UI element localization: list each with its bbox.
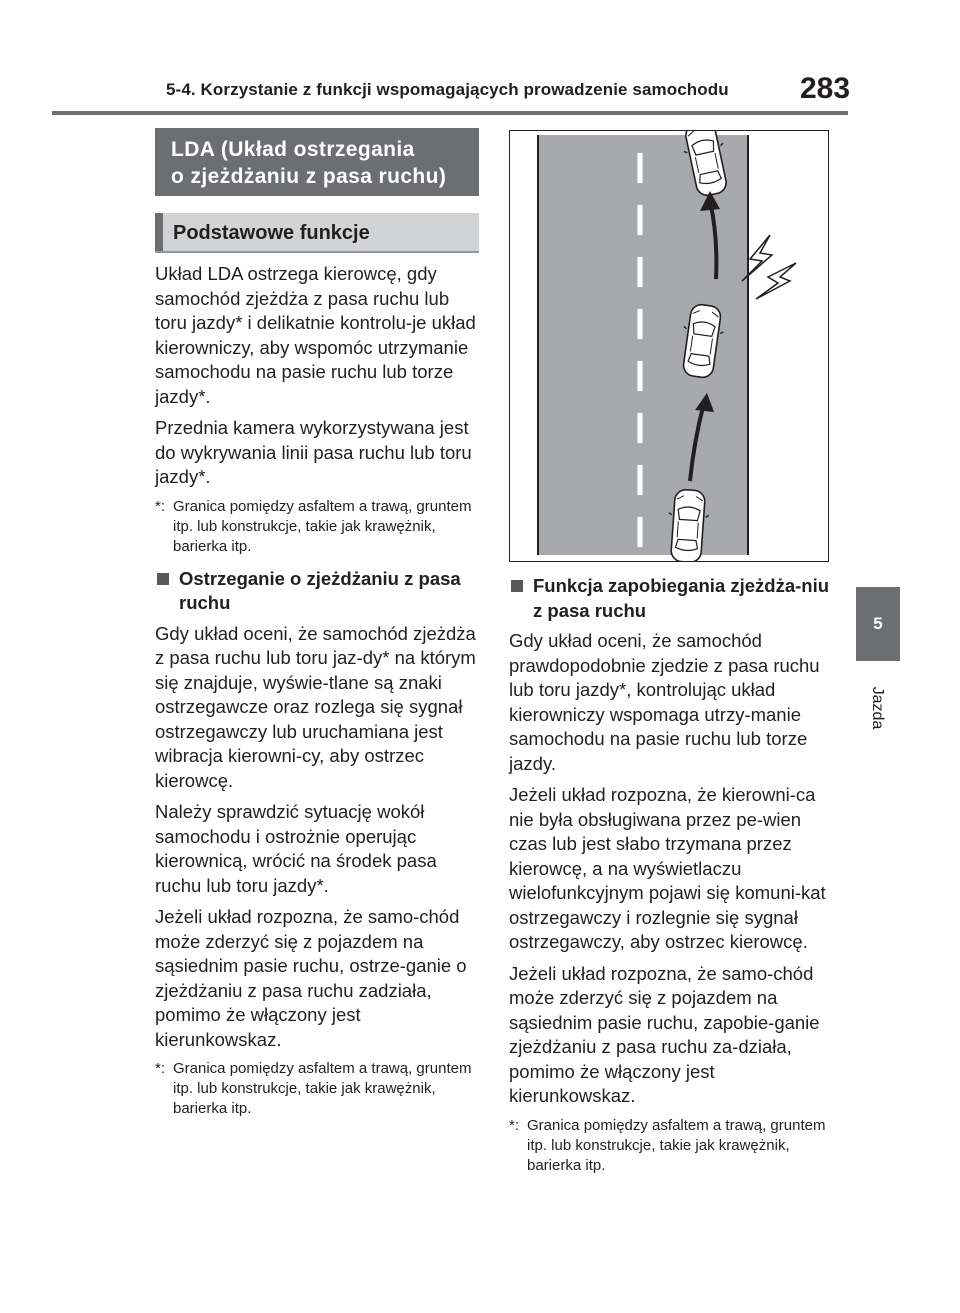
lane-departure-illustration: [509, 130, 829, 562]
footnote: [155, 1059, 481, 1119]
chapter-tab-number: [856, 587, 900, 661]
subsection-header: [155, 213, 479, 253]
heading-text: Ostrzeganie o zjeżdżaniu z pasa ruchu: [179, 567, 461, 613]
footnote-marker: *:: [155, 1060, 166, 1077]
footnote-text: Granica pomiędzy asfaltem a trawą, gruntem itp. lub konstrukcje, takie jak krawężnik, barierka itp.: [173, 1060, 472, 1117]
left-column: [155, 262, 481, 1129]
chapter-tab-label: [862, 678, 892, 738]
return-paragraph: Należy sprawdzić sytuację wokół samochodu i ostrożnie operując kierownicą, wrócić na środek pasa ruchu lub toru jazdy*.: [155, 801, 437, 896]
lane-departure-alert-heading: [155, 567, 481, 616]
footnote-marker: *:: [509, 1116, 520, 1134]
intro-paragraph: Układ LDA ostrzega kierowcę, gdy samochód zjeżdża z pasa ruchu lub toru jazdy* i delikatnie kontrolu-je układ kierowniczy, aby wspomóc utrzymanie samochodu na pasie ruchu lub torze jazdy*.: [155, 263, 476, 407]
chapter-label: Jazda: [869, 686, 886, 730]
turn-signal-paragraph: Jeżeli układ rozpozna, że samo-chód może zderzyć się z pojazdem na sąsiednim pasie ruchu, zapobie-ganie zjeżdżaniu z pasa ruchu za-działa, pomimo że włączony jest kierunkowskaz.: [509, 962, 820, 1106]
footnote-marker: *:: [155, 497, 166, 515]
footnote-text: Granica pomiędzy asfaltem a trawą, gruntem itp. lub konstrukcje, takie jak krawężnik, barierka itp.: [527, 1116, 826, 1174]
heading-text: Funkcja zapobiegania zjeżdża-niu z pasa ruchu: [533, 575, 830, 621]
section-title-line-2: o zjeżdżaniu z pasa ruchu): [171, 165, 447, 188]
header-divider: [52, 111, 848, 115]
turn-signal-paragraph: Jeżeli układ rozpozna, że samo-chód może zderzyć się z pojazdem na sąsiednim pasie ruchu, ostrze-ganie o zjeżdżaniu z pasa ruchu zadziała, pomimo że włączony jest kierunkowskaz.: [155, 906, 467, 1050]
page-number: 283: [800, 72, 851, 105]
chapter-number: 5: [873, 614, 883, 633]
road-diagram: [510, 131, 828, 561]
footnote-text: Granica pomiędzy asfaltem a trawą, gruntem itp. lub konstrukcje, takie jak krawężnik, barierka itp.: [173, 497, 472, 555]
camera-paragraph: Przednia kamera wykorzystywana jest do wykrywania linii pasa ruchu lub toru jazdy*.: [155, 417, 472, 487]
footnote: [509, 1116, 835, 1176]
subsection-title: Podstawowe funkcje: [173, 222, 370, 244]
prevention-paragraph: Gdy układ oceni, że samochód prawdopodobnie zjedzie z pasa ruchu lub toru jazdy*, kontrolując układ kierowniczy wspomaga utrzy-manie samochodu na pasie ruchu lub torze jazdy.: [509, 630, 820, 774]
steering-warning-paragraph: Jeżeli układ rozpozna, że kierowni-ca nie była obsługiwana przez pe-wien czas lub jest słabo trzymana przez kierowcę, a na wyświetlaczu wielofunkcyjnym pojawi się komuni-kat ostrzegawczy i rozlegnie się sygnał ostrzegawczy, aby ostrzec kierowcę.: [509, 784, 826, 952]
square-bullet-icon: [511, 580, 523, 592]
alert-paragraph: Gdy układ oceni, że samochód zjeżdża z pasa ruchu lub toru jaz-dy* na którym się znajduje, wyświe-tlane są znaki ostrzegawcze oraz rozlega się sygnał ostrzegawczy lub uruchamiana jest wibracja kierowni-cy, aby ostrzec kierowcę.: [155, 622, 476, 791]
footnote: [155, 497, 481, 557]
section-title: [155, 128, 479, 196]
square-bullet-icon: [157, 573, 169, 585]
running-header-title: 5-4. Korzystanie z funkcji wspomagających prowadzenie samochodu: [166, 80, 729, 99]
subsection-accent-bar: [155, 213, 163, 251]
section-title-line-1: LDA (Układ ostrzegania: [171, 138, 415, 161]
right-column: [509, 570, 835, 1186]
warning-zigzag-icon: [742, 235, 796, 299]
lane-departure-prevention-heading: [509, 574, 835, 623]
